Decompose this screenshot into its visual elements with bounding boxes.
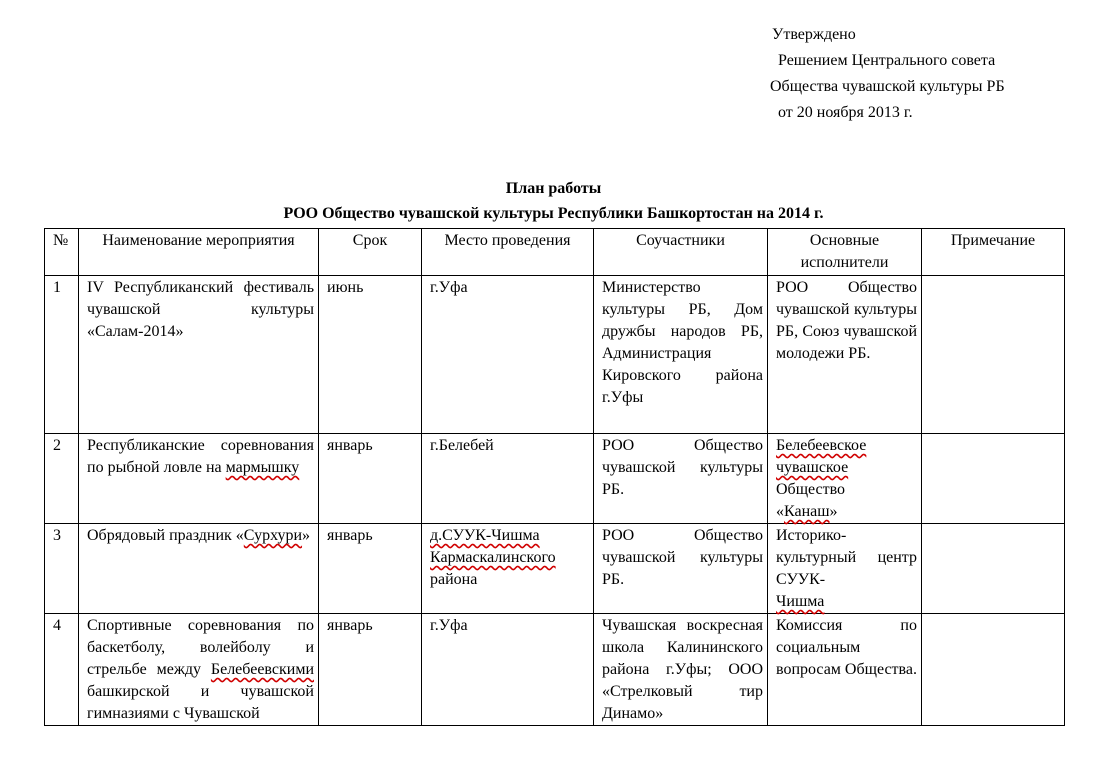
executors-text: Историко-культурный центр СУУК- [776,527,917,588]
event-name [79,434,319,524]
event-executors [768,524,922,614]
executors-text-flagged: Белебеевское [776,437,867,454]
event-name-text: Обрядовый праздник « [87,527,244,544]
table-row [45,434,1065,524]
event-name-text-flagged: Белебеевскими [210,661,314,678]
row-number: 4 [45,614,79,726]
event-place: г.Уфа [422,276,594,434]
header-partners: Соучастники [594,229,768,276]
row-number: 1 [45,276,79,434]
table-row [45,524,1065,614]
event-place: г.Уфа [422,614,594,726]
event-place [422,524,594,614]
event-note [922,276,1065,434]
event-name [79,614,319,726]
event-partners: Министерство культуры РБ, Дом дружбы народов РБ, Администрация Кировского района г.Уфы [594,276,768,434]
header-place: Место проведения [422,229,594,276]
work-plan-table [44,228,1065,726]
row-number: 3 [45,524,79,614]
event-partners: Чувашская воскресная школа Калининского района г.Уфы; ООО «Стрелковый тир Динамо» [594,614,768,726]
event-date: июнь [319,276,422,434]
executors-text-flagged: Чишма [776,593,825,610]
table-row [45,276,1065,434]
executors-text: « [776,503,784,520]
event-executors: Комиссия по социальным вопросам Общества. [768,614,922,726]
document-title: План работы [505,180,602,197]
row-number: 2 [45,434,79,524]
place-text-flagged: д.СУУК-Чишма [430,527,540,544]
header-date: Срок [319,229,422,276]
document-subtitle: РОО Общество чувашской культуры Республики Башкортостан на 2014 г. [283,205,824,222]
event-name-text: башкирской и чувашской гимназиями с Чувашской [87,683,314,722]
header-event-name: Наименование мероприятия [79,229,319,276]
approval-line-3: Общества чувашской культуры РБ [770,78,1005,95]
document-heading [0,176,1107,226]
executors-text: » [829,503,838,520]
table-header-row [45,229,1065,276]
event-name-text: Спортивные соревнования по баскетболу, волейболу и стрельбе между [87,617,314,678]
event-date: январь [319,524,422,614]
event-name [79,524,319,614]
approval-line-2: Решением Центрального совета [778,52,996,69]
event-name-text-flagged: Сурхури [243,527,303,544]
event-note [922,614,1065,726]
event-partners: РОО Общество чувашской культуры РБ. [594,524,768,614]
place-text-flagged: Кармаскалинского [430,549,556,566]
event-date: январь [319,434,422,524]
event-date: январь [319,614,422,726]
event-name-text: » [302,527,311,544]
executors-text-flagged: Канаш [784,503,830,520]
event-partners: РОО Общество чувашской культуры РБ. [594,434,768,524]
event-note [922,434,1065,524]
event-place: г.Белебей [422,434,594,524]
approval-line-4: от 20 ноября 2013 г. [778,104,913,121]
approval-line-1: Утверждено [772,26,856,43]
executors-text-flagged: чувашское [776,459,849,476]
header-executors: Основные исполнители [768,229,922,276]
approval-stamp [768,22,1005,126]
place-text: района [430,571,478,588]
event-name-text: Республиканские соревнования по рыбной ловле на [87,437,314,476]
event-name: IV Республиканский фестиваль чувашской культуры «Салам-2014» [79,276,319,434]
event-executors [768,434,922,524]
executors-text: Общество [776,481,846,498]
header-number: № [45,229,79,276]
header-note: Примечание [922,229,1065,276]
event-executors: РОО Общество чувашской культуры РБ, Союз чувашской молодежи РБ. [768,276,922,434]
table-row [45,614,1065,726]
event-name-text-flagged: мармышку [225,459,300,476]
event-note [922,524,1065,614]
